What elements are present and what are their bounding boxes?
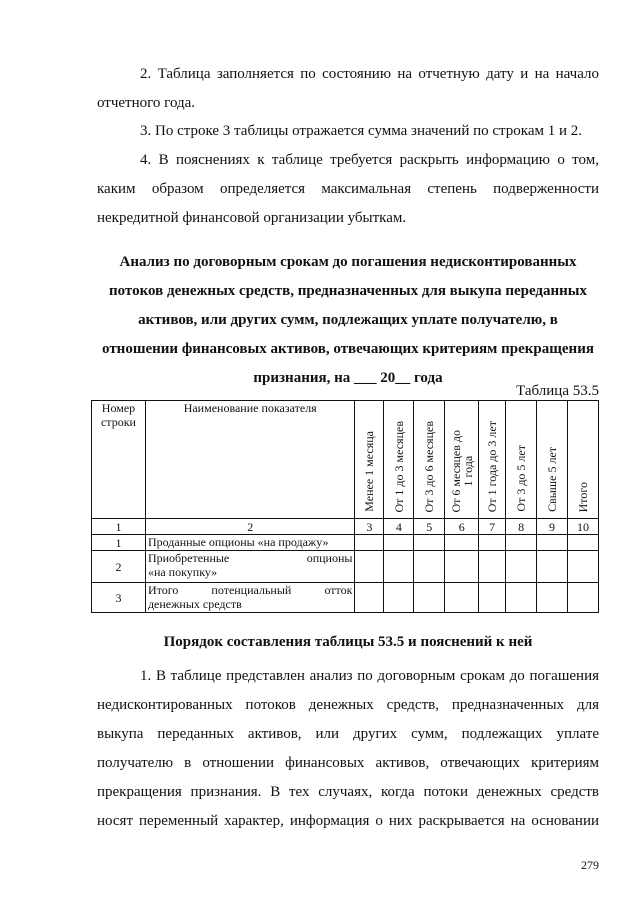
row-name: Проданные опционы «на продажу» bbox=[145, 535, 355, 551]
paragraph-2 bbox=[97, 60, 599, 118]
paragraph-4 bbox=[97, 146, 599, 233]
procedure-heading: Порядок составления таблицы 53.5 и пояснений к ней bbox=[163, 634, 533, 650]
header-total: Итого bbox=[567, 401, 598, 519]
table-cell bbox=[537, 551, 568, 583]
text-line: каким образом определяется максимальная степень подверженности bbox=[97, 181, 599, 197]
row-number: 3 bbox=[92, 583, 146, 613]
table-title bbox=[97, 248, 599, 393]
table-row bbox=[92, 583, 599, 613]
header-period: От 1 года до 3 лет bbox=[479, 401, 506, 519]
column-number: 10 bbox=[567, 519, 598, 535]
row-number: 1 bbox=[92, 535, 146, 551]
row-number: 2 bbox=[92, 551, 146, 583]
table-row bbox=[92, 535, 599, 551]
title-line: отношении финансовых активов, отвечающих критериям прекращения bbox=[102, 341, 594, 357]
table-cell bbox=[384, 551, 414, 583]
header-row-number: Номер строки bbox=[92, 401, 146, 519]
column-number: 7 bbox=[479, 519, 506, 535]
table-cell bbox=[355, 551, 384, 583]
column-number: 6 bbox=[445, 519, 479, 535]
text-line: некредитной финансовой организации убыткам. bbox=[97, 210, 407, 226]
column-number: 8 bbox=[506, 519, 537, 535]
table-cell bbox=[479, 551, 506, 583]
column-number: 3 bbox=[355, 519, 384, 535]
text-line: получателю в отношении финансовых активов, отвечающих критериям bbox=[97, 755, 599, 771]
procedure-paragraph-1 bbox=[97, 662, 599, 836]
column-number-row bbox=[92, 519, 599, 535]
table-cell bbox=[479, 535, 506, 551]
column-number: 5 bbox=[414, 519, 445, 535]
table-cell bbox=[479, 583, 506, 613]
header-period: От 3 до 5 лет bbox=[506, 401, 537, 519]
text-line: выкупа переданных активов, или других сумм, подлежащих уплате bbox=[97, 726, 599, 742]
text-line: 1. В таблице представлен анализ по договорным срокам до погашения bbox=[140, 668, 599, 684]
title-line: Анализ по договорным срокам до погашения недисконтированных bbox=[119, 254, 577, 270]
table-cell bbox=[384, 583, 414, 613]
table-cell bbox=[445, 535, 479, 551]
maturity-table bbox=[91, 400, 599, 613]
header-period: От 3 до 6 месяцев bbox=[414, 401, 445, 519]
text-line: отчетного года. bbox=[97, 95, 196, 111]
table-cell bbox=[414, 535, 445, 551]
row-name: Приобретенные опционы «на покупку» bbox=[145, 551, 355, 583]
table-cell bbox=[537, 535, 568, 551]
text-line: 2. Таблица заполняется по состоянию на отчетную дату и на начало bbox=[140, 66, 599, 82]
text-line: носят переменный характер, информация о них раскрывается на основании bbox=[97, 813, 599, 829]
header-period: Свыше 5 лет bbox=[537, 401, 568, 519]
table-cell bbox=[506, 551, 537, 583]
table-cell bbox=[537, 583, 568, 613]
table-cell bbox=[445, 551, 479, 583]
header-indicator: Наименование показателя bbox=[145, 401, 355, 519]
table-cell bbox=[506, 583, 537, 613]
column-number: 9 bbox=[537, 519, 568, 535]
paragraph-3 bbox=[97, 117, 599, 146]
table-caption: Таблица 53.5 bbox=[516, 383, 599, 399]
column-number: 1 bbox=[92, 519, 146, 535]
table-cell bbox=[567, 583, 598, 613]
table-header-row bbox=[92, 401, 599, 519]
row-name: Итого потенциальный отток денежных средств bbox=[145, 583, 355, 613]
table-cell bbox=[506, 535, 537, 551]
text-line: недисконтированных потоков денежных средств, предназначенных для bbox=[97, 697, 599, 713]
title-line: активов, или других сумм, подлежащих уплате получателю, в bbox=[138, 312, 558, 328]
table-cell bbox=[355, 583, 384, 613]
page-number: 279 bbox=[581, 858, 599, 872]
column-number: 4 bbox=[384, 519, 414, 535]
title-line: признания, на ___ 20__ года bbox=[253, 370, 443, 386]
table-cell bbox=[355, 535, 384, 551]
text-line: прекращения признания. В тех случаях, когда потоки денежных средств bbox=[97, 784, 599, 800]
table-cell bbox=[567, 551, 598, 583]
header-period: От 6 месяцев до 1 года bbox=[445, 401, 479, 519]
title-line: потоков денежных средств, предназначенных для выкупа переданных bbox=[108, 283, 588, 299]
table-cell bbox=[414, 551, 445, 583]
table-cell bbox=[384, 535, 414, 551]
header-period: Менее 1 месяца bbox=[355, 401, 384, 519]
column-number: 2 bbox=[145, 519, 355, 535]
table-cell bbox=[445, 583, 479, 613]
text-line: 4. В пояснениях к таблице требуется раскрыть информацию о том, bbox=[140, 152, 599, 168]
header-period: От 1 до 3 месяцев bbox=[384, 401, 414, 519]
table-row bbox=[92, 551, 599, 583]
text-line: 3. По строке 3 таблицы отражается сумма значений по строкам 1 и 2. bbox=[140, 123, 583, 139]
table-cell bbox=[567, 535, 598, 551]
table-cell bbox=[414, 583, 445, 613]
